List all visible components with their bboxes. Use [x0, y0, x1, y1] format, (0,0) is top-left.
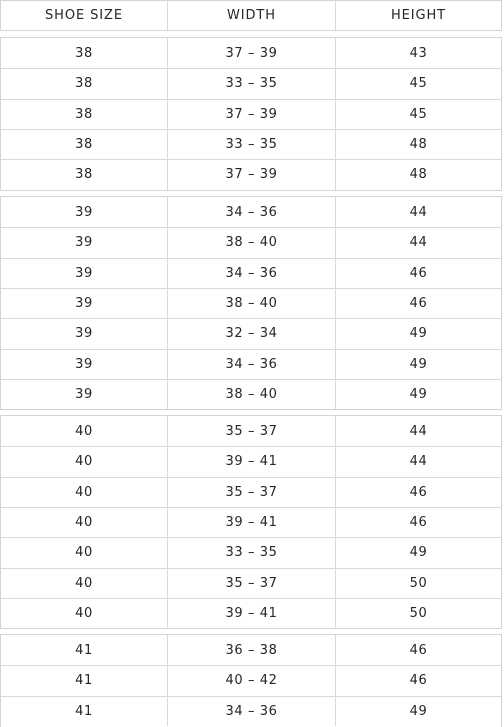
- width-cell: 35 – 37: [168, 416, 336, 446]
- table-row: [1, 696, 501, 726]
- width-cell: 34 – 36: [168, 259, 336, 288]
- table-row: [1, 537, 501, 567]
- width-cell: 32 – 34: [168, 319, 336, 348]
- table-header-row: [0, 0, 502, 31]
- shoe-size-cell: 39: [1, 380, 168, 409]
- size-group: [0, 634, 502, 727]
- height-cell: 44: [409, 423, 428, 439]
- width-cell: 34 – 36: [168, 350, 336, 379]
- width-cell: 39 – 41: [168, 508, 336, 537]
- width-cell: 33 – 35: [168, 538, 336, 567]
- height-cell: 50: [409, 575, 428, 591]
- shoe-size-cell: 39: [1, 228, 168, 257]
- height-cell: 45: [409, 76, 428, 92]
- shoe-size-cell: 40: [1, 478, 168, 507]
- width-cell: 39 – 41: [168, 447, 336, 476]
- height-cell: 46: [409, 484, 428, 500]
- width-cell: 40 – 42: [168, 666, 336, 695]
- table-row: [1, 349, 501, 379]
- width-cell: 39 – 41: [168, 599, 336, 628]
- size-group: [0, 415, 502, 629]
- header-shoe-size: SHOE SIZE: [1, 1, 168, 30]
- width-cell: 37 – 39: [168, 160, 336, 189]
- shoe-size-cell: 39: [1, 319, 168, 348]
- header-width: WIDTH: [168, 1, 336, 30]
- shoe-size-cell: 39: [1, 197, 168, 227]
- table-row: [1, 197, 501, 227]
- table-row: [1, 665, 501, 695]
- shoe-size-cell: 40: [1, 416, 168, 446]
- height-cell: 48: [409, 137, 428, 153]
- table-row: [1, 318, 501, 348]
- height-cell: 49: [409, 356, 428, 372]
- shoe-size-cell: 41: [1, 697, 168, 726]
- shoe-size-cell: 40: [1, 538, 168, 567]
- shoe-size-cell: 38: [1, 69, 168, 98]
- width-cell: 38 – 40: [168, 289, 336, 318]
- table-row: [1, 446, 501, 476]
- shoe-size-cell: 39: [1, 289, 168, 318]
- table-row: [1, 598, 501, 628]
- width-cell: 37 – 39: [168, 38, 336, 68]
- height-cell: 43: [409, 45, 428, 61]
- table-row: [1, 507, 501, 537]
- shoe-size-cell: 40: [1, 508, 168, 537]
- shoe-size-cell: 41: [1, 635, 168, 665]
- height-cell: 49: [409, 545, 428, 561]
- height-cell: 49: [409, 326, 428, 342]
- shoe-size-cell: 38: [1, 100, 168, 129]
- height-cell: 50: [409, 606, 428, 622]
- header-height: HEIGHT: [390, 8, 446, 23]
- width-cell: 38 – 40: [168, 228, 336, 257]
- table-row: [1, 258, 501, 288]
- width-cell: 36 – 38: [168, 635, 336, 665]
- height-cell: 46: [409, 642, 428, 658]
- height-cell: 48: [409, 167, 428, 183]
- table-row: [1, 129, 501, 159]
- shoe-size-cell: 40: [1, 569, 168, 598]
- height-cell: 49: [409, 387, 428, 403]
- height-cell: 49: [409, 703, 428, 719]
- shoe-size-cell: 38: [1, 130, 168, 159]
- height-cell: 44: [409, 454, 428, 470]
- table-row: [1, 288, 501, 318]
- height-cell: 46: [409, 673, 428, 689]
- table-row: [1, 568, 501, 598]
- width-cell: 35 – 37: [168, 478, 336, 507]
- height-cell: 46: [409, 296, 428, 312]
- size-group: [0, 37, 502, 191]
- height-cell: 44: [409, 204, 428, 220]
- width-cell: 37 – 39: [168, 100, 336, 129]
- shoe-size-cell: 39: [1, 350, 168, 379]
- table-row: [1, 68, 501, 98]
- width-cell: 38 – 40: [168, 380, 336, 409]
- shoe-size-cell: 39: [1, 259, 168, 288]
- shoe-size-cell: 40: [1, 599, 168, 628]
- table-row: [1, 416, 501, 446]
- height-cell: 46: [409, 515, 428, 531]
- height-cell: 46: [409, 265, 428, 281]
- table-row: [1, 227, 501, 257]
- shoe-size-cell: 40: [1, 447, 168, 476]
- table-row: [1, 477, 501, 507]
- size-group: [0, 196, 502, 410]
- width-cell: 33 – 35: [168, 69, 336, 98]
- table-row: [1, 38, 501, 68]
- table-row: [1, 99, 501, 129]
- table-row: [1, 635, 501, 665]
- width-cell: 35 – 37: [168, 569, 336, 598]
- width-cell: 33 – 35: [168, 130, 336, 159]
- height-cell: 45: [409, 106, 428, 122]
- table-row: [1, 379, 501, 409]
- shoe-size-cell: 41: [1, 666, 168, 695]
- shoe-size-cell: 38: [1, 160, 168, 189]
- width-cell: 34 – 36: [168, 197, 336, 227]
- width-cell: 34 – 36: [168, 697, 336, 726]
- table-row: [1, 159, 501, 189]
- shoe-size-cell: 38: [1, 38, 168, 68]
- height-cell: 44: [409, 235, 428, 251]
